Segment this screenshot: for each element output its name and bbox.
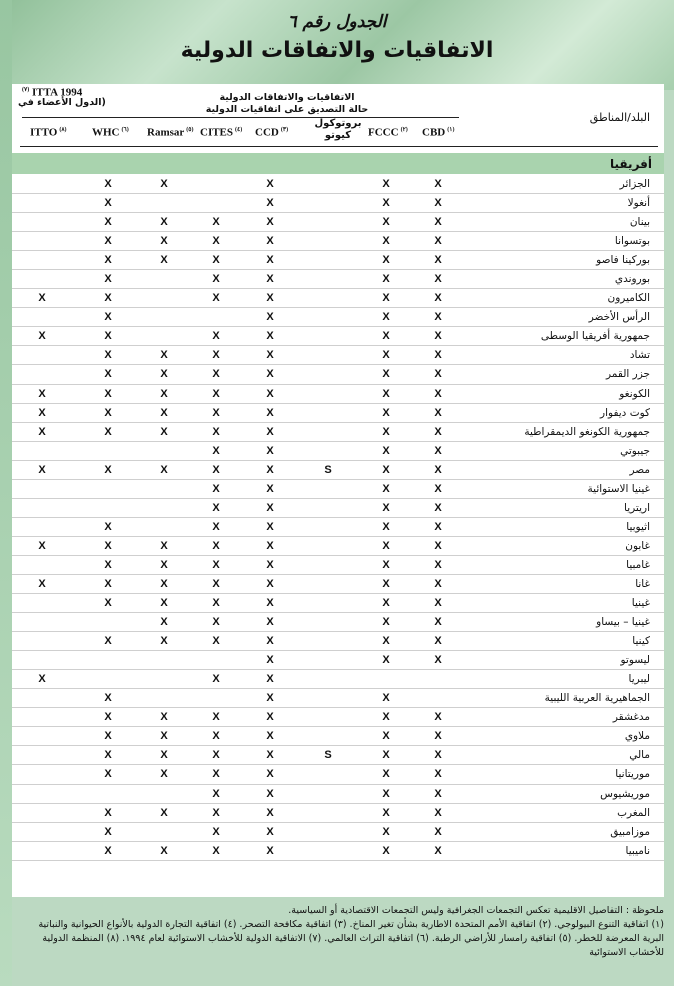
ratification-mark: X bbox=[266, 673, 274, 686]
ratification-mark: X bbox=[434, 787, 442, 800]
ratification-mark: X bbox=[212, 749, 220, 762]
ratification-mark: X bbox=[104, 368, 112, 381]
table-row bbox=[12, 499, 664, 518]
ratification-mark: X bbox=[38, 330, 46, 343]
ratification-mark: X bbox=[266, 711, 274, 724]
ratification-mark: X bbox=[160, 349, 168, 362]
ratification-mark: X bbox=[434, 311, 442, 324]
table-row bbox=[12, 175, 664, 194]
ratification-mark: X bbox=[266, 330, 274, 343]
ratification-mark: X bbox=[266, 235, 274, 248]
footnote-line: (١) اتفاقية التنوع البيولوجي. (٢) اتفاقية الأمم المتحدة الاطارية بشأن تغير المناخ. (٣) اتفاقية مكافحة التصحر. (٤) اتفاقية التجارة الدولية بالأنواع الحيوانية والنباتية bbox=[38, 919, 664, 930]
ratification-mark: X bbox=[160, 730, 168, 743]
region-label: أفريقيا bbox=[610, 157, 652, 171]
ratification-mark: X bbox=[266, 254, 274, 267]
ratification-mark: X bbox=[104, 292, 112, 305]
table-row bbox=[12, 746, 664, 765]
table-row bbox=[12, 213, 664, 232]
table-row bbox=[12, 632, 664, 651]
country-name: الكاميرون bbox=[607, 292, 650, 305]
ratification-mark: X bbox=[382, 501, 390, 514]
ratification-mark: X bbox=[434, 749, 442, 762]
ratification-mark: X bbox=[382, 292, 390, 305]
ratification-mark: X bbox=[382, 178, 390, 190]
ratification-mark: X bbox=[434, 292, 442, 305]
ratification-mark: X bbox=[382, 616, 390, 629]
country-name: جمهورية أفريقيا الوسطى bbox=[540, 330, 650, 343]
ratification-mark: X bbox=[382, 787, 390, 800]
ratification-mark: X bbox=[266, 539, 274, 552]
ratification-mark: X bbox=[212, 216, 220, 229]
ratification-mark: X bbox=[266, 501, 274, 514]
ratification-mark: X bbox=[104, 197, 112, 210]
col-header-itto: ITTO $^{(٨)}$ bbox=[30, 126, 67, 139]
ratification-mark: X bbox=[212, 806, 220, 819]
ratification-mark: X bbox=[104, 254, 112, 267]
ratification-mark: X bbox=[382, 482, 390, 495]
ratification-mark: X bbox=[434, 425, 442, 438]
ratification-mark: X bbox=[382, 235, 390, 248]
itta-header: $^{(٧)}$ ITTA 1994 bbox=[22, 86, 83, 99]
ratification-mark: X bbox=[104, 768, 112, 781]
ratification-mark: X bbox=[212, 730, 220, 743]
ratification-mark: X bbox=[434, 577, 442, 590]
footnote-line: البرية المعرضة للخطر. (٥) اتفاقية رامسار للأراضي الرطبة. (٦) اتفاقية التراث العالمي. (٧) الاتفاقية الدولية للأخشاب الاستوائية لعام ١٩٩٤. (٨) المنظمة الدولية bbox=[42, 933, 664, 944]
country-name: الرأس الأخضر bbox=[588, 311, 650, 324]
table-row bbox=[12, 708, 664, 727]
table-row bbox=[12, 689, 664, 708]
ratification-mark: X bbox=[382, 825, 390, 838]
ratification-mark: X bbox=[104, 539, 112, 552]
ratification-mark: X bbox=[266, 368, 274, 381]
ratification-mark: X bbox=[160, 558, 168, 571]
table-row bbox=[12, 613, 664, 632]
ratification-mark: X bbox=[160, 806, 168, 819]
ratification-mark: X bbox=[266, 692, 274, 705]
ratification-mark: X bbox=[382, 387, 390, 400]
country-name: المغرب bbox=[617, 806, 650, 819]
ratification-mark: X bbox=[266, 597, 274, 610]
ratification-mark: X bbox=[212, 539, 220, 552]
ratification-mark: X bbox=[434, 768, 442, 781]
country-name: مالي bbox=[629, 749, 650, 762]
table-row bbox=[12, 194, 664, 213]
ratification-mark: X bbox=[104, 178, 112, 190]
ratification-mark: X bbox=[212, 349, 220, 362]
country-name: بوتسوانا bbox=[614, 235, 650, 248]
ratification-mark: X bbox=[104, 311, 112, 324]
table-row bbox=[12, 442, 664, 461]
ratification-mark: X bbox=[382, 692, 390, 705]
ratification-mark: X bbox=[266, 844, 274, 857]
ratification-mark: X bbox=[266, 292, 274, 305]
ratification-mark: X bbox=[434, 368, 442, 381]
ratification-mark: X bbox=[266, 482, 274, 495]
ratification-mark: X bbox=[382, 463, 390, 476]
ratification-mark: X bbox=[434, 406, 442, 419]
country-name: اريتريا bbox=[624, 501, 650, 514]
ratification-mark: X bbox=[266, 768, 274, 781]
ratification-mark: X bbox=[382, 577, 390, 590]
ratification-mark: X bbox=[434, 730, 442, 743]
table-body bbox=[12, 175, 664, 861]
header-rule-bottom bbox=[20, 146, 658, 147]
ratification-mark: X bbox=[382, 406, 390, 419]
table-row bbox=[12, 404, 664, 423]
ratification-mark: X bbox=[104, 597, 112, 610]
ratification-mark: X bbox=[382, 654, 390, 667]
ratification-mark: X bbox=[212, 387, 220, 400]
table-row bbox=[12, 461, 664, 480]
table-row bbox=[12, 385, 664, 404]
ratification-mark: X bbox=[434, 558, 442, 571]
table-row bbox=[12, 842, 664, 861]
table-row bbox=[12, 346, 664, 365]
ratification-mark: X bbox=[160, 406, 168, 419]
ratification-mark: X bbox=[382, 768, 390, 781]
col-header-cites: CITES $^{(٤)}$ bbox=[200, 126, 243, 139]
ratification-mark: X bbox=[160, 254, 168, 267]
ratification-mark: X bbox=[266, 216, 274, 229]
ratification-mark: X bbox=[212, 501, 220, 514]
ratification-mark: X bbox=[160, 577, 168, 590]
ratification-mark: X bbox=[434, 539, 442, 552]
ratification-mark: X bbox=[212, 463, 220, 476]
ratification-mark: X bbox=[212, 444, 220, 457]
ratification-mark: X bbox=[434, 654, 442, 667]
ratification-mark: X bbox=[382, 539, 390, 552]
ratification-mark: X bbox=[160, 749, 168, 762]
footnote-line: ملحوظة : التفاصيل الاقليمية تعكس التجمعات الجغرافية وليس التجمعات الاقتصادية أو السياسية. bbox=[288, 905, 664, 916]
ratification-mark: X bbox=[104, 711, 112, 724]
table-row bbox=[12, 785, 664, 804]
ratification-mark: X bbox=[382, 254, 390, 267]
ratification-mark: X bbox=[266, 825, 274, 838]
ratification-mark: X bbox=[434, 444, 442, 457]
country-name: ناميبيا bbox=[625, 844, 650, 857]
country-name: الجماهيرية العربية الليبية bbox=[544, 692, 650, 705]
ratification-mark: X bbox=[266, 558, 274, 571]
ratification-mark: X bbox=[104, 330, 112, 343]
ratification-mark: X bbox=[212, 844, 220, 857]
table-row bbox=[12, 232, 664, 251]
ratification-mark: X bbox=[266, 520, 274, 533]
ratification-mark: X bbox=[382, 311, 390, 324]
ratification-mark: X bbox=[266, 311, 274, 324]
ratification-mark: X bbox=[434, 197, 442, 210]
ratification-mark: X bbox=[212, 482, 220, 495]
ratification-mark: X bbox=[160, 368, 168, 381]
ratification-mark: X bbox=[266, 654, 274, 667]
ratification-mark: X bbox=[382, 216, 390, 229]
country-name: موريشيوس bbox=[600, 787, 650, 800]
ratification-mark: X bbox=[38, 463, 46, 476]
country-name: غانا bbox=[635, 577, 650, 590]
country-name: ملاوي bbox=[624, 730, 650, 743]
ratification-mark: X bbox=[212, 711, 220, 724]
ratification-mark: X bbox=[434, 635, 442, 648]
table-row bbox=[12, 651, 664, 670]
ratification-mark: X bbox=[382, 273, 390, 286]
table-row bbox=[12, 575, 664, 594]
table-row bbox=[12, 804, 664, 823]
table-row bbox=[12, 327, 664, 346]
table-row bbox=[12, 251, 664, 270]
country-name: مصر bbox=[629, 463, 650, 476]
col-header-kyoto: بروتوكول كيوتو bbox=[314, 118, 362, 141]
ratification-mark: X bbox=[382, 806, 390, 819]
region-bar bbox=[12, 153, 664, 174]
ratification-mark: X bbox=[212, 577, 220, 590]
country-column-header: البلد/المناطق bbox=[589, 111, 650, 124]
ratification-mark: X bbox=[382, 349, 390, 362]
ratification-mark: X bbox=[434, 806, 442, 819]
country-name: جيبوتي bbox=[620, 444, 650, 457]
country-name: كينيا bbox=[632, 635, 650, 648]
table-row bbox=[12, 480, 664, 499]
country-name: الكونغو bbox=[619, 387, 650, 400]
ratification-mark: X bbox=[38, 292, 46, 305]
table-row bbox=[12, 423, 664, 442]
ratification-mark: X bbox=[160, 463, 168, 476]
ratification-mark: X bbox=[104, 425, 112, 438]
ratification-mark: X bbox=[212, 673, 220, 686]
ratification-mark: X bbox=[212, 330, 220, 343]
ratification-mark: X bbox=[38, 387, 46, 400]
ratification-mark: X bbox=[104, 520, 112, 533]
country-name: مدغشقر bbox=[612, 711, 650, 724]
country-name: غينيا الاستوائية bbox=[587, 482, 650, 495]
table-row bbox=[12, 823, 664, 842]
ratification-mark: X bbox=[104, 844, 112, 857]
country-name: ليسوتو bbox=[620, 654, 650, 667]
ratification-mark: X bbox=[104, 806, 112, 819]
table-row bbox=[12, 765, 664, 784]
ratification-mark: X bbox=[212, 235, 220, 248]
ratification-mark: X bbox=[104, 577, 112, 590]
ratification-mark: X bbox=[266, 349, 274, 362]
ratification-mark: X bbox=[160, 635, 168, 648]
ratification-mark: X bbox=[160, 768, 168, 781]
ratification-mark: X bbox=[434, 616, 442, 629]
country-name: اثيوبيا bbox=[626, 520, 650, 533]
country-name: تشاد bbox=[629, 349, 650, 362]
ratification-mark: X bbox=[266, 197, 274, 210]
footnote-line: للأخشاب الاستوائية bbox=[589, 947, 664, 958]
ratification-mark: X bbox=[266, 387, 274, 400]
table-number: الجدول رقم ٦ bbox=[287, 12, 387, 32]
ratification-mark: X bbox=[266, 463, 274, 476]
ratification-mark: X bbox=[266, 178, 274, 190]
ratification-mark: X bbox=[434, 254, 442, 267]
ratification-mark: X bbox=[104, 825, 112, 838]
ratification-mark: X bbox=[266, 806, 274, 819]
ratification-mark: X bbox=[434, 216, 442, 229]
ratification-mark: X bbox=[104, 558, 112, 571]
ratification-mark: X bbox=[382, 635, 390, 648]
country-name: أنغولا bbox=[627, 197, 650, 210]
ratification-mark: X bbox=[266, 577, 274, 590]
ratification-mark: X bbox=[434, 844, 442, 857]
ratification-mark: X bbox=[38, 425, 46, 438]
ratification-mark: X bbox=[212, 635, 220, 648]
ratification-mark: X bbox=[160, 844, 168, 857]
table-row bbox=[12, 727, 664, 746]
country-name: كوت ديفوار bbox=[600, 406, 650, 419]
ratification-mark: X bbox=[160, 616, 168, 629]
ratification-mark: X bbox=[104, 730, 112, 743]
ratification-mark: X bbox=[266, 749, 274, 762]
ratification-mark: X bbox=[434, 330, 442, 343]
country-name: موريتانيا bbox=[615, 768, 650, 781]
table-row bbox=[12, 308, 664, 327]
ratification-mark: X bbox=[104, 349, 112, 362]
ratification-mark: X bbox=[104, 235, 112, 248]
ratification-mark: X bbox=[160, 711, 168, 724]
page-title: الاتفاقيات والاتفاقات الدولية bbox=[180, 38, 494, 63]
ratification-mark: X bbox=[382, 330, 390, 343]
ratification-mark: X bbox=[434, 387, 442, 400]
ratification-mark: X bbox=[104, 749, 112, 762]
ratification-mark: X bbox=[266, 425, 274, 438]
ratification-mark: X bbox=[266, 787, 274, 800]
ratification-mark: X bbox=[382, 749, 390, 762]
agreements-table bbox=[12, 84, 664, 897]
ratification-mark: X bbox=[212, 787, 220, 800]
country-name: جزر القمر bbox=[606, 368, 650, 381]
ratification-mark: X bbox=[434, 825, 442, 838]
ratification-mark: X bbox=[38, 577, 46, 590]
ratification-mark: X bbox=[212, 558, 220, 571]
ratification-mark: X bbox=[266, 273, 274, 286]
ratification-mark: X bbox=[104, 387, 112, 400]
ratification-mark: X bbox=[104, 692, 112, 705]
table-row bbox=[12, 537, 664, 556]
ratification-mark: X bbox=[104, 635, 112, 648]
table-row bbox=[12, 670, 664, 689]
country-name: بوروندي bbox=[614, 273, 650, 286]
ratification-mark: X bbox=[434, 711, 442, 724]
ratification-mark: X bbox=[160, 178, 168, 190]
country-name: بينان bbox=[629, 216, 650, 229]
ratification-mark: X bbox=[266, 444, 274, 457]
col-header-cbd: CBD $^{(١)}$ bbox=[422, 126, 455, 139]
itta-subheader: (الدول الأعضاء في bbox=[18, 97, 106, 108]
ratification-mark: X bbox=[38, 539, 46, 552]
ratification-mark: X bbox=[434, 597, 442, 610]
ratification-mark: X bbox=[382, 844, 390, 857]
ratification-mark: X bbox=[212, 273, 220, 286]
ratification-mark: X bbox=[212, 292, 220, 305]
ratification-mark: X bbox=[434, 349, 442, 362]
ratification-mark: X bbox=[160, 597, 168, 610]
ratification-mark: X bbox=[160, 387, 168, 400]
table-row bbox=[12, 518, 664, 537]
country-name: ليبريا bbox=[628, 673, 650, 686]
table-row bbox=[12, 594, 664, 613]
ratification-mark: X bbox=[212, 825, 220, 838]
table-row bbox=[12, 365, 664, 384]
ratification-mark: X bbox=[212, 406, 220, 419]
ratification-mark: X bbox=[160, 539, 168, 552]
ratification-mark: X bbox=[104, 463, 112, 476]
ratification-mark: X bbox=[434, 482, 442, 495]
ratification-mark: X bbox=[266, 616, 274, 629]
ratification-mark: X bbox=[382, 197, 390, 210]
col-header-whc: WHC $^{(٦)}$ bbox=[92, 126, 129, 139]
table-row bbox=[12, 556, 664, 575]
ratification-mark: S bbox=[324, 749, 332, 762]
ratification-mark: X bbox=[382, 730, 390, 743]
ratification-mark: X bbox=[160, 425, 168, 438]
ratification-mark: X bbox=[38, 406, 46, 419]
ratification-mark: X bbox=[434, 520, 442, 533]
left-margin-strip bbox=[0, 0, 12, 986]
ratification-mark: S bbox=[324, 463, 332, 476]
ratification-mark: X bbox=[382, 597, 390, 610]
ratification-mark: X bbox=[434, 463, 442, 476]
ratification-mark: X bbox=[382, 425, 390, 438]
country-name: غابون bbox=[625, 539, 650, 552]
footnotes bbox=[4, 904, 664, 960]
ratification-mark: X bbox=[266, 730, 274, 743]
ratification-mark: X bbox=[382, 558, 390, 571]
group-header-subtitle: حالة التصديق على اتفاقيات الدولية bbox=[205, 104, 369, 115]
ratification-mark: X bbox=[434, 178, 442, 190]
country-name: جمهورية الكونغو الديمقراطية bbox=[524, 425, 650, 438]
group-header-title: الاتفاقيات والاتفاقات الدولية bbox=[219, 92, 355, 103]
ratification-mark: X bbox=[212, 768, 220, 781]
ratification-mark: X bbox=[212, 368, 220, 381]
ratification-mark: X bbox=[434, 273, 442, 286]
ratification-mark: X bbox=[104, 406, 112, 419]
col-header-ramsar: Ramsar $^{(٥)}$ bbox=[147, 126, 194, 139]
ratification-mark: X bbox=[160, 216, 168, 229]
ratification-mark: X bbox=[212, 425, 220, 438]
ratification-mark: X bbox=[382, 368, 390, 381]
ratification-mark: X bbox=[266, 406, 274, 419]
ratification-mark: X bbox=[382, 444, 390, 457]
ratification-mark: X bbox=[382, 711, 390, 724]
ratification-mark: X bbox=[38, 673, 46, 686]
col-header-ccd: CCD $^{(٣)}$ bbox=[255, 126, 289, 139]
ratification-mark: X bbox=[104, 216, 112, 229]
ratification-mark: X bbox=[212, 254, 220, 267]
ratification-mark: X bbox=[266, 635, 274, 648]
country-name: غينيا – بيساو bbox=[596, 616, 650, 629]
ratification-mark: X bbox=[212, 616, 220, 629]
country-name: بوركينا فاصو bbox=[596, 254, 650, 267]
ratification-mark: X bbox=[160, 235, 168, 248]
header-rule-top bbox=[22, 117, 459, 118]
ratification-mark: X bbox=[212, 597, 220, 610]
table-row bbox=[12, 270, 664, 289]
ratification-mark: X bbox=[434, 501, 442, 514]
country-name: الجزائر bbox=[619, 178, 650, 190]
col-header-fccc: FCCC $^{(٢)}$ bbox=[368, 126, 408, 139]
ratification-mark: X bbox=[434, 235, 442, 248]
ratification-mark: X bbox=[382, 520, 390, 533]
table-row bbox=[12, 289, 664, 308]
country-name: غامبيا bbox=[626, 558, 650, 571]
country-name: موزامبيق bbox=[610, 825, 650, 838]
ratification-mark: X bbox=[104, 273, 112, 286]
country-name: غينيا bbox=[631, 597, 650, 610]
ratification-mark: X bbox=[212, 520, 220, 533]
